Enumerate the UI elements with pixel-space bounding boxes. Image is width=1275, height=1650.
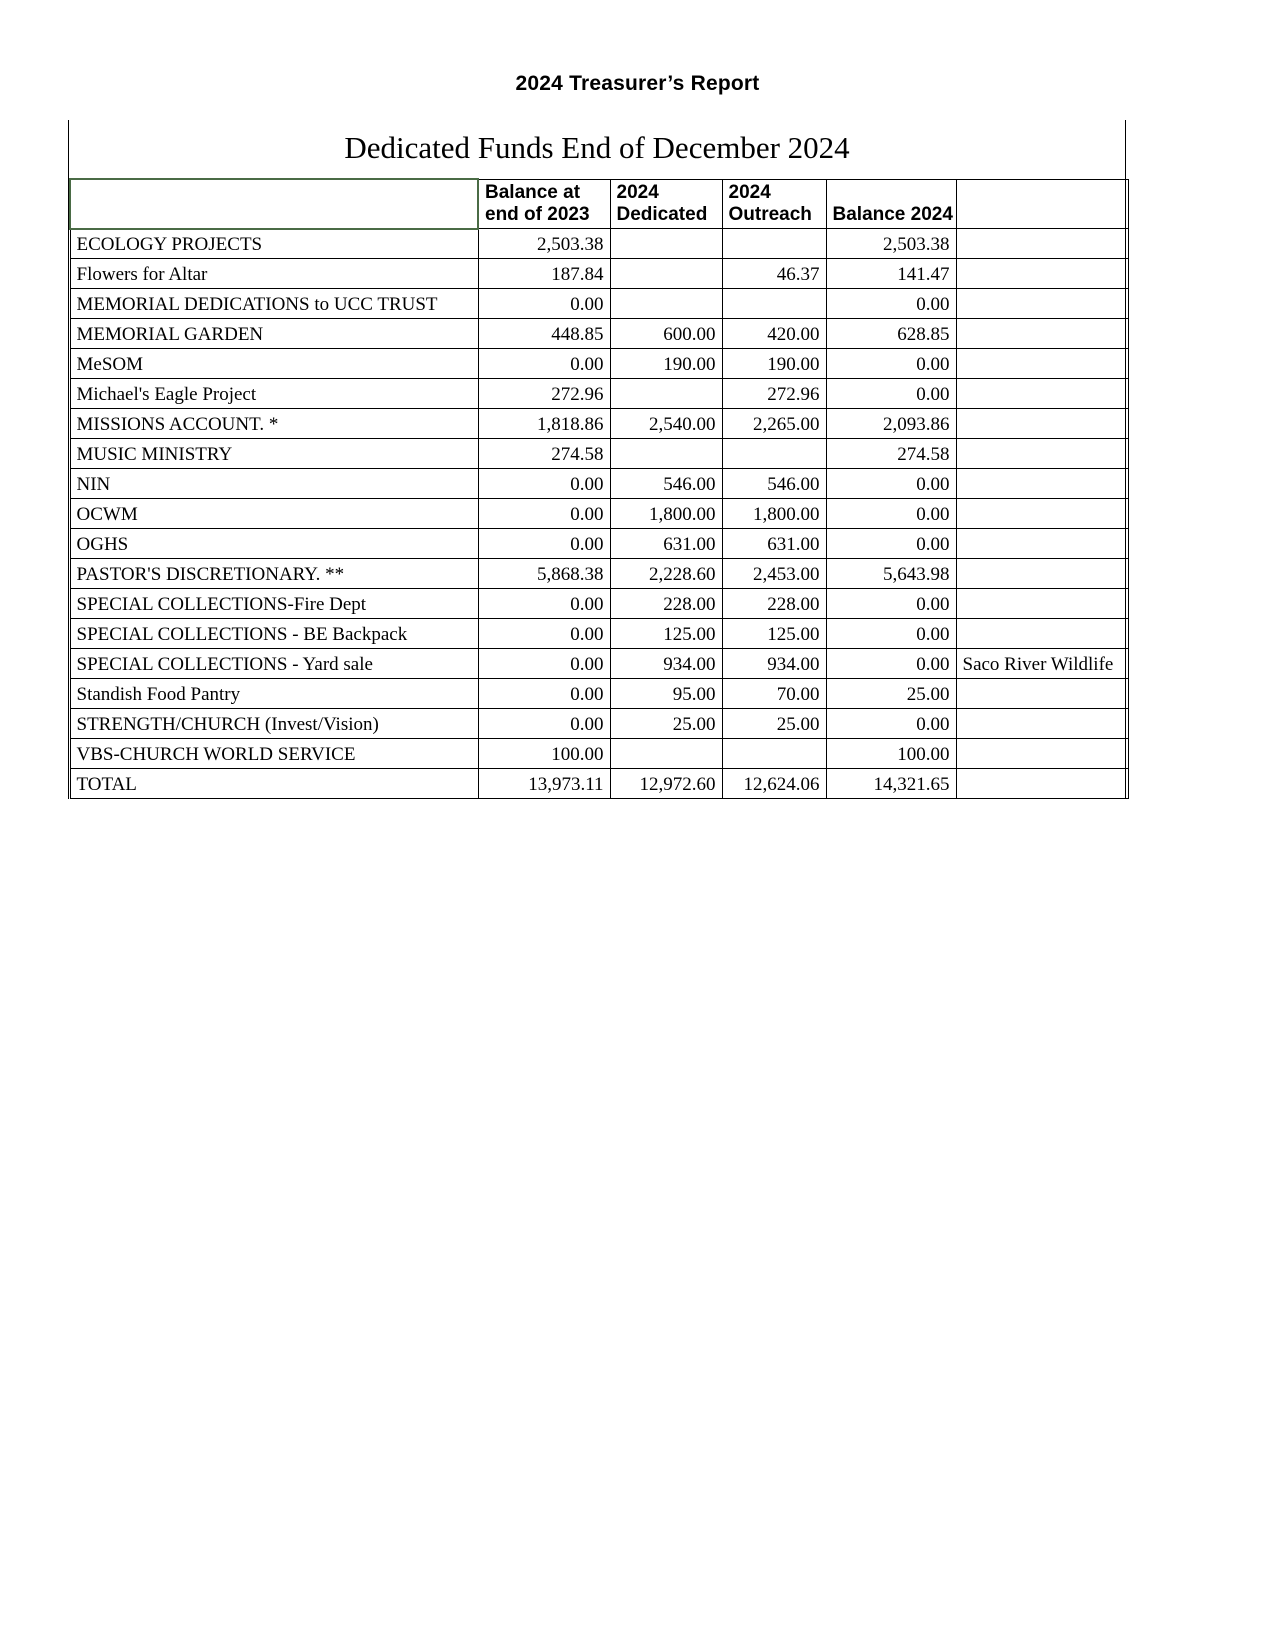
cell-note <box>956 529 1128 559</box>
column-header-balance-2023-line2: end of 2023 <box>485 203 590 225</box>
cell-dedicated: 631.00 <box>610 529 722 559</box>
cell-dedicated: 12,972.60 <box>610 769 722 799</box>
cell-balance-2023: 5,868.38 <box>478 559 610 589</box>
column-header-note <box>956 179 1128 229</box>
column-header-outreach-line2: Outreach <box>728 203 812 225</box>
cell-balance-2023: 0.00 <box>478 529 610 559</box>
cell-dedicated: 2,540.00 <box>610 409 722 439</box>
cell-dedicated: 934.00 <box>610 649 722 679</box>
dedicated-funds-table <box>69 178 1129 799</box>
table-header-row <box>70 179 1128 229</box>
cell-outreach <box>722 289 826 319</box>
cell-dedicated <box>610 439 722 469</box>
cell-balance-2024: 0.00 <box>826 499 956 529</box>
table-body <box>70 229 1128 799</box>
cell-balance-2024: 14,321.65 <box>826 769 956 799</box>
column-header-balance-2023-line1: Balance at <box>485 181 581 203</box>
cell-balance-2024: 141.47 <box>826 259 956 289</box>
table-row <box>70 679 1128 709</box>
cell-note <box>956 739 1128 769</box>
column-header-outreach <box>722 179 826 229</box>
cell-outreach: 420.00 <box>722 319 826 349</box>
cell-fund-name: SPECIAL COLLECTIONS - BE Backpack <box>70 619 478 649</box>
cell-balance-2023: 13,973.11 <box>478 769 610 799</box>
table-row <box>70 619 1128 649</box>
cell-balance-2024: 0.00 <box>826 529 956 559</box>
cell-dedicated <box>610 379 722 409</box>
page-title: 2024 Treasurer’s Report <box>515 72 760 95</box>
cell-note <box>956 499 1128 529</box>
cell-note <box>956 439 1128 469</box>
cell-fund-name: Michael's Eagle Project <box>70 379 478 409</box>
cell-note <box>956 619 1128 649</box>
table-row <box>70 289 1128 319</box>
cell-fund-name: VBS-CHURCH WORLD SERVICE <box>70 739 478 769</box>
cell-fund-name: Standish Food Pantry <box>70 679 478 709</box>
cell-outreach: 25.00 <box>722 709 826 739</box>
cell-outreach: 934.00 <box>722 649 826 679</box>
table-row <box>70 529 1128 559</box>
cell-outreach: 1,800.00 <box>722 499 826 529</box>
cell-fund-name: MEMORIAL GARDEN <box>70 319 478 349</box>
table-row <box>70 319 1128 349</box>
cell-note <box>956 769 1128 799</box>
cell-note <box>956 679 1128 709</box>
table-row <box>70 739 1128 769</box>
cell-dedicated: 125.00 <box>610 619 722 649</box>
cell-fund-name: STRENGTH/CHURCH (Invest/Vision) <box>70 709 478 739</box>
cell-balance-2023: 0.00 <box>478 679 610 709</box>
cell-dedicated <box>610 259 722 289</box>
cell-dedicated: 25.00 <box>610 709 722 739</box>
cell-fund-name: OCWM <box>70 499 478 529</box>
table-row <box>70 469 1128 499</box>
cell-outreach: 125.00 <box>722 619 826 649</box>
cell-dedicated: 2,228.60 <box>610 559 722 589</box>
cell-balance-2023: 0.00 <box>478 619 610 649</box>
cell-outreach: 546.00 <box>722 469 826 499</box>
column-header-fund-name <box>70 179 478 229</box>
cell-balance-2023: 0.00 <box>478 589 610 619</box>
cell-note <box>956 379 1128 409</box>
table-row <box>70 649 1128 679</box>
table-header <box>70 179 1128 229</box>
table-row <box>70 589 1128 619</box>
table-title: Dedicated Funds End of December 2024 <box>344 130 850 165</box>
cell-balance-2024: 100.00 <box>826 739 956 769</box>
table-total-row <box>70 769 1128 799</box>
cell-note <box>956 229 1128 259</box>
cell-note <box>956 319 1128 349</box>
spreadsheet-sheet <box>68 120 1126 799</box>
cell-fund-name: MISSIONS ACCOUNT. * <box>70 409 478 439</box>
cell-dedicated: 95.00 <box>610 679 722 709</box>
column-header-balance-2024 <box>826 179 956 229</box>
cell-fund-name: Flowers for Altar <box>70 259 478 289</box>
cell-fund-name: SPECIAL COLLECTIONS-Fire Dept <box>70 589 478 619</box>
column-header-dedicated-line2: Dedicated <box>616 203 708 225</box>
table-row <box>70 409 1128 439</box>
cell-balance-2024: 2,503.38 <box>826 229 956 259</box>
cell-dedicated <box>610 289 722 319</box>
cell-note <box>956 259 1128 289</box>
table-row <box>70 259 1128 289</box>
cell-balance-2023: 0.00 <box>478 649 610 679</box>
cell-balance-2023: 187.84 <box>478 259 610 289</box>
cell-note <box>956 289 1128 319</box>
cell-balance-2024: 0.00 <box>826 379 956 409</box>
cell-note <box>956 559 1128 589</box>
cell-note <box>956 589 1128 619</box>
cell-balance-2024: 628.85 <box>826 319 956 349</box>
cell-outreach: 272.96 <box>722 379 826 409</box>
cell-fund-name: MUSIC MINISTRY <box>70 439 478 469</box>
cell-fund-name: SPECIAL COLLECTIONS - Yard sale <box>70 649 478 679</box>
cell-balance-2023: 100.00 <box>478 739 610 769</box>
cell-outreach: 46.37 <box>722 259 826 289</box>
table-row <box>70 499 1128 529</box>
table-row <box>70 439 1128 469</box>
cell-outreach: 12,624.06 <box>722 769 826 799</box>
table-row <box>70 379 1128 409</box>
cell-note <box>956 349 1128 379</box>
cell-balance-2024: 5,643.98 <box>826 559 956 589</box>
cell-balance-2023: 0.00 <box>478 349 610 379</box>
cell-balance-2023: 1,818.86 <box>478 409 610 439</box>
cell-outreach: 2,453.00 <box>722 559 826 589</box>
cell-dedicated: 228.00 <box>610 589 722 619</box>
cell-balance-2024: 0.00 <box>826 589 956 619</box>
cell-balance-2023: 274.58 <box>478 439 610 469</box>
cell-balance-2023: 272.96 <box>478 379 610 409</box>
cell-dedicated <box>610 739 722 769</box>
cell-fund-name: OGHS <box>70 529 478 559</box>
cell-balance-2023: 0.00 <box>478 469 610 499</box>
cell-balance-2023: 448.85 <box>478 319 610 349</box>
cell-outreach: 228.00 <box>722 589 826 619</box>
column-header-balance-2024-line1: Balance 2024 <box>832 203 953 225</box>
table-row <box>70 559 1128 589</box>
cell-fund-name: PASTOR'S DISCRETIONARY. ** <box>70 559 478 589</box>
cell-balance-2023: 0.00 <box>478 289 610 319</box>
cell-balance-2023: 0.00 <box>478 709 610 739</box>
cell-balance-2024: 0.00 <box>826 709 956 739</box>
column-header-dedicated-line1: 2024 <box>616 181 659 203</box>
cell-dedicated: 190.00 <box>610 349 722 379</box>
cell-fund-name: NIN <box>70 469 478 499</box>
column-header-balance-2023 <box>478 179 610 229</box>
cell-balance-2023: 0.00 <box>478 499 610 529</box>
cell-note <box>956 469 1128 499</box>
cell-balance-2024: 0.00 <box>826 619 956 649</box>
column-header-dedicated <box>610 179 722 229</box>
table-row <box>70 709 1128 739</box>
cell-balance-2024: 0.00 <box>826 349 956 379</box>
cell-balance-2024: 0.00 <box>826 469 956 499</box>
cell-outreach: 631.00 <box>722 529 826 559</box>
cell-outreach: 2,265.00 <box>722 409 826 439</box>
cell-note <box>956 409 1128 439</box>
cell-outreach: 190.00 <box>722 349 826 379</box>
cell-outreach <box>722 739 826 769</box>
cell-balance-2024: 0.00 <box>826 649 956 679</box>
table-row <box>70 229 1128 259</box>
cell-note: Saco River Wildlife <box>956 649 1128 679</box>
table-row <box>70 349 1128 379</box>
cell-outreach <box>722 439 826 469</box>
cell-fund-name: MEMORIAL DEDICATIONS to UCC TRUST <box>70 289 478 319</box>
cell-note <box>956 709 1128 739</box>
cell-balance-2024: 2,093.86 <box>826 409 956 439</box>
cell-dedicated: 546.00 <box>610 469 722 499</box>
cell-balance-2024: 274.58 <box>826 439 956 469</box>
cell-balance-2023: 2,503.38 <box>478 229 610 259</box>
cell-balance-2024: 0.00 <box>826 289 956 319</box>
cell-dedicated <box>610 229 722 259</box>
cell-fund-name: ECOLOGY PROJECTS <box>70 229 478 259</box>
cell-outreach <box>722 229 826 259</box>
column-header-outreach-line1: 2024 <box>728 181 771 203</box>
cell-fund-name: TOTAL <box>70 769 478 799</box>
cell-dedicated: 1,800.00 <box>610 499 722 529</box>
cell-dedicated: 600.00 <box>610 319 722 349</box>
cell-fund-name: MeSOM <box>70 349 478 379</box>
cell-outreach: 70.00 <box>722 679 826 709</box>
cell-balance-2024: 25.00 <box>826 679 956 709</box>
